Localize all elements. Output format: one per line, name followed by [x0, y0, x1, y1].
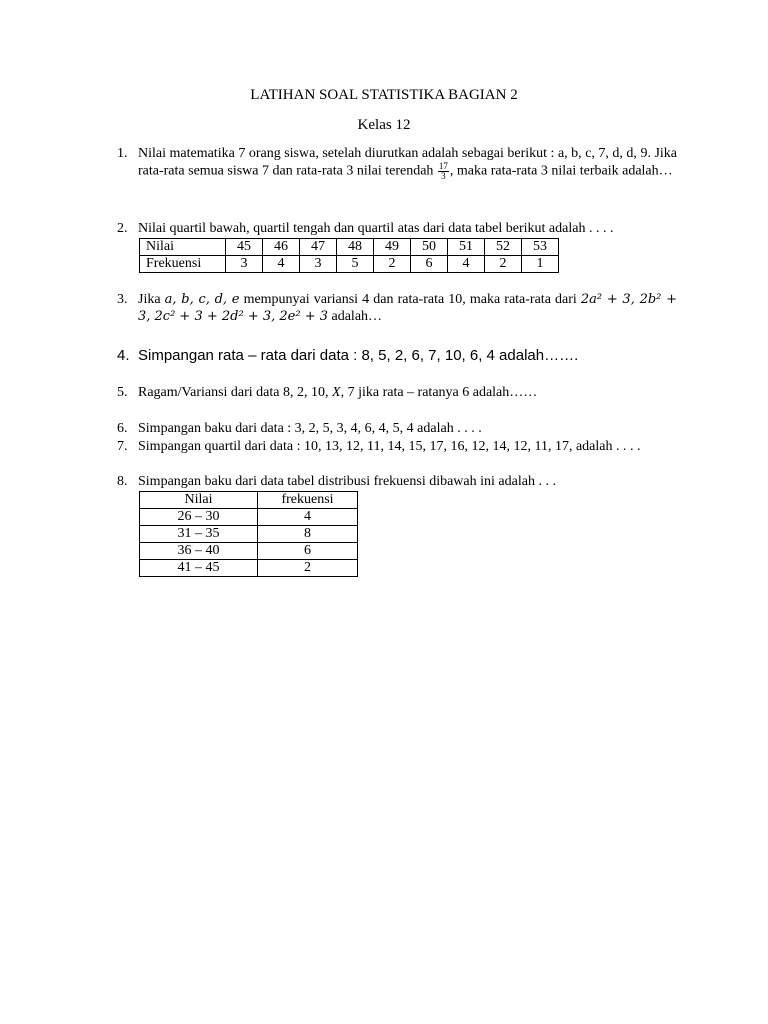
- question-2: [117, 220, 677, 237]
- table-row: [140, 560, 358, 577]
- row-label: Nilai: [140, 239, 226, 256]
- page-title: LATIHAN SOAL STATISTIKA BAGIAN 2: [250, 87, 518, 103]
- question-text: Simpangan rata – rata dari data : 8, 5, 2, 6, 7, 10, 6, 4 adalah…….: [138, 347, 579, 364]
- table-cell: 48: [337, 239, 374, 256]
- quartile-data-table: [139, 238, 559, 273]
- question-6: [117, 420, 677, 437]
- table-cell: 1: [522, 256, 559, 273]
- question-number: 3.: [117, 292, 128, 307]
- question-text: Jika a, b, c, d, e mempunyai variansi 4 dan rata-rata 10, maka rata-rata dari 2a² + 3, 2b² + 3, 2c² + 3 + 2d² + 3, 2e² + 3 adalah…: [138, 292, 677, 324]
- table-cell: 4: [448, 256, 485, 273]
- table-row: [140, 543, 358, 560]
- table-cell: 49: [374, 239, 411, 256]
- table-cell: 53: [522, 239, 559, 256]
- question-text: Simpangan baku dari data : 3, 2, 5, 3, 4, 6, 4, 5, 4 adalah . . . .: [138, 421, 482, 436]
- table-cell: 2: [485, 256, 522, 273]
- table-header-row: [140, 492, 358, 509]
- fraction: $\frac{17}{3}$: [438, 161, 448, 181]
- table-cell: 45: [226, 239, 263, 256]
- table-cell: 8: [258, 526, 358, 543]
- table-cell: 4: [258, 509, 358, 526]
- question-8: [117, 473, 677, 490]
- table-cell: 2: [374, 256, 411, 273]
- table-cell: 47: [300, 239, 337, 256]
- question-5: [117, 384, 677, 401]
- table-cell: 31 – 35: [140, 526, 258, 543]
- question-number: 7.: [117, 439, 128, 454]
- question-text: Ragam/Variansi dari data 8, 2, 10, X, 7 jika rata – ratanya 6 adalah……: [138, 385, 538, 400]
- table-cell: 5: [337, 256, 374, 273]
- question-7: [117, 438, 677, 455]
- question-number: 5.: [117, 385, 128, 400]
- table-cell: 46: [263, 239, 300, 256]
- question-text: Simpangan baku dari data tabel distribusi frekuensi dibawah ini adalah . . .: [138, 474, 556, 489]
- question-number: 1.: [117, 146, 128, 161]
- table-cell: 41 – 45: [140, 560, 258, 577]
- question-1: [117, 145, 677, 181]
- table-row: [140, 509, 358, 526]
- table-cell: 6: [258, 543, 358, 560]
- question-3: [117, 291, 677, 325]
- table-cell: 50: [411, 239, 448, 256]
- row-label: Frekuensi: [140, 256, 226, 273]
- math-expression: 2a² + 3, 2b² + 3, 2c² + 3 + 2d² + 3, 2e² + 3: [138, 292, 677, 324]
- table-cell: 36 – 40: [140, 543, 258, 560]
- table-cell: 3: [226, 256, 263, 273]
- table-cell: 51: [448, 239, 485, 256]
- math-variables: a, b, c, d, e: [164, 292, 240, 307]
- question-number: 8.: [117, 474, 128, 489]
- question-text: Simpangan quartil dari data : 10, 13, 12, 11, 14, 15, 17, 16, 12, 14, 12, 11, 17, adalah . . . .: [138, 439, 641, 454]
- frequency-distribution-table: [139, 491, 358, 577]
- question-number: 4.: [117, 347, 130, 364]
- question-4: [117, 347, 677, 364]
- question-text: Nilai quartil bawah, quartil tengah dan quartil atas dari data tabel berikut adalah . . . .: [138, 221, 614, 236]
- table-cell: 26 – 30: [140, 509, 258, 526]
- question-number: 2.: [117, 221, 128, 236]
- table-cell: 3: [300, 256, 337, 273]
- table-row: [140, 256, 559, 273]
- question-number: 6.: [117, 421, 128, 436]
- math-variable: X: [332, 385, 341, 400]
- table-cell: 52: [485, 239, 522, 256]
- question-text: Nilai matematika 7 orang siswa, setelah diurutkan adalah sebagai berikut : a, b, c, 7, d, d, 9. Jika rata-rata semua siswa 7 dan rata-rata 3 nilai terendah $\frac{17}{3}$ , maka rata-rata 3 nilai terbaik adalah…: [138, 146, 677, 181]
- column-header: Nilai: [140, 492, 258, 509]
- table-cell: 4: [263, 256, 300, 273]
- column-header: frekuensi: [258, 492, 358, 509]
- page-subtitle: Kelas 12: [357, 117, 411, 133]
- table-row: [140, 526, 358, 543]
- table-cell: 2: [258, 560, 358, 577]
- table-row: [140, 239, 559, 256]
- table-cell: 6: [411, 256, 448, 273]
